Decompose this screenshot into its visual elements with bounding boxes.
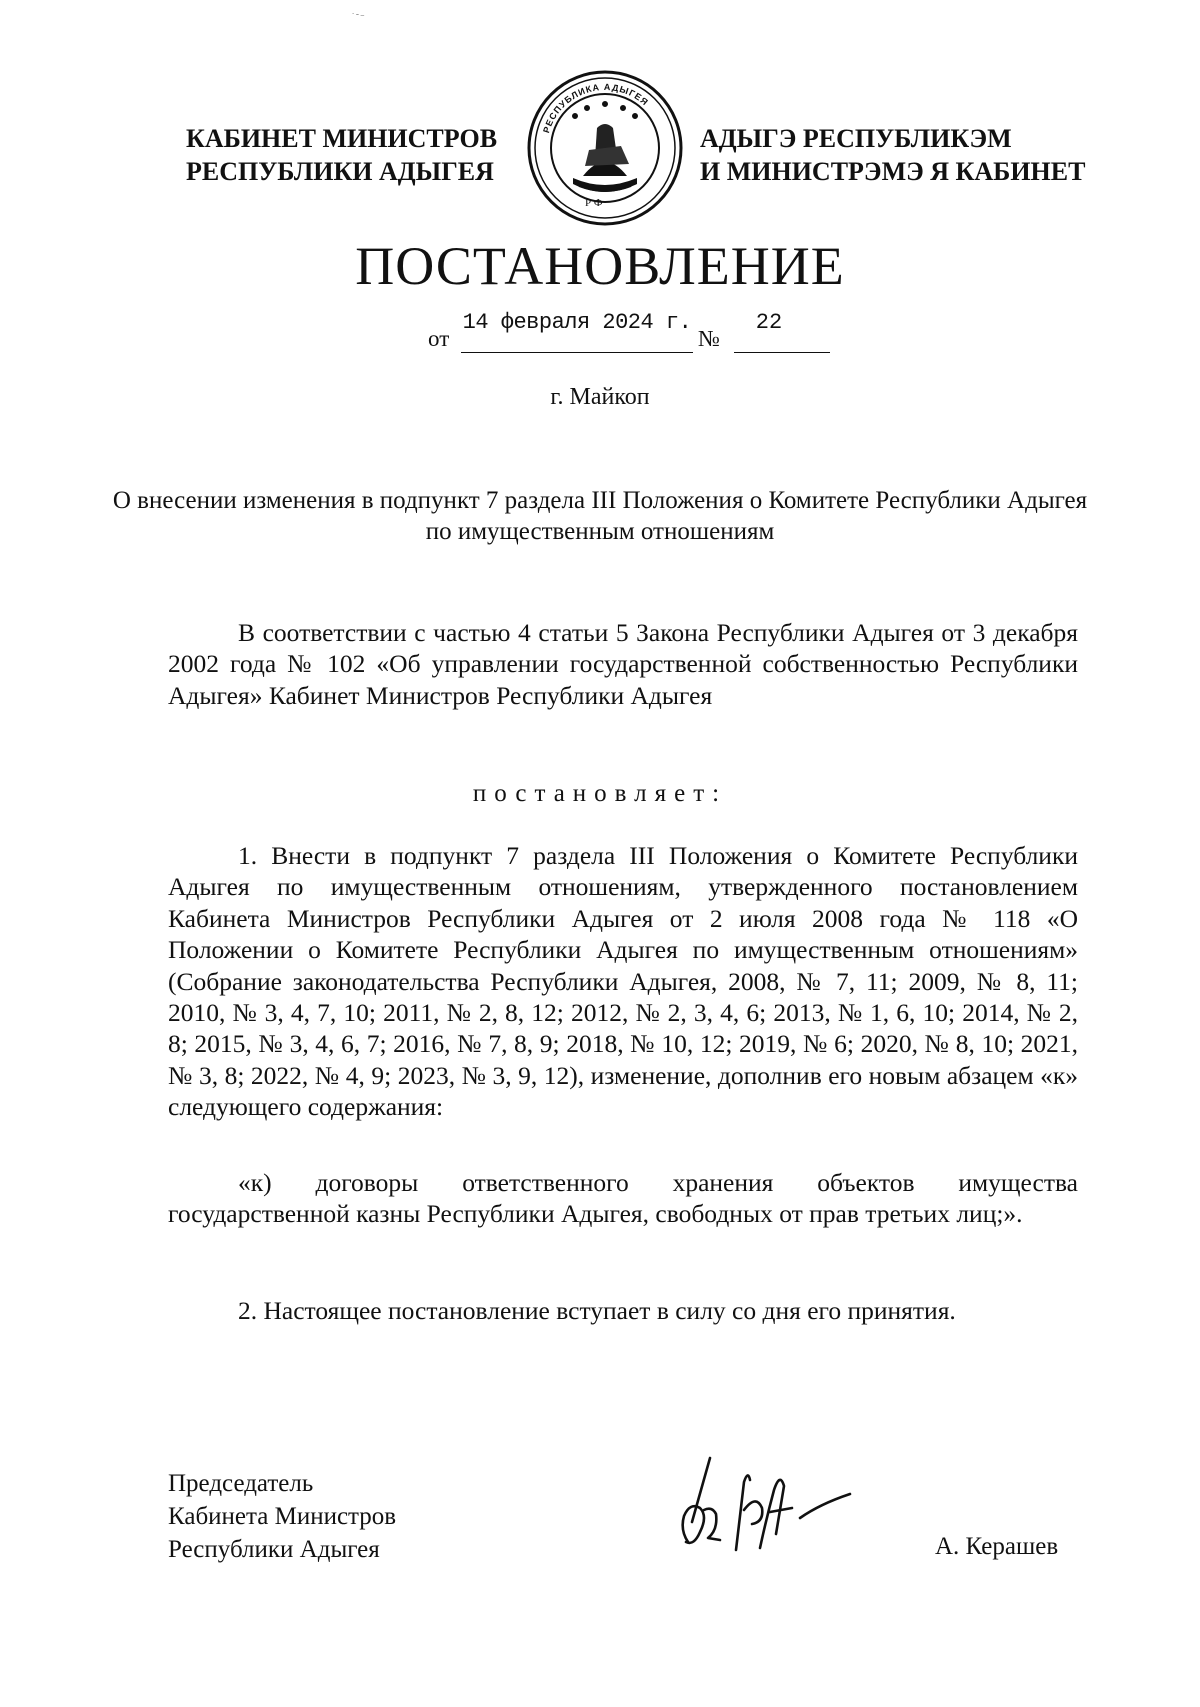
document-title: ПОСТАНОВЛЕНИЕ bbox=[355, 236, 845, 296]
handwritten-signature bbox=[670, 1450, 860, 1560]
number-prefix: № bbox=[698, 326, 720, 351]
clause-2 bbox=[168, 1295, 1078, 1326]
header-left-line-1: КАБИНЕТ МИНИСТРОВ bbox=[186, 124, 498, 153]
clause-1 bbox=[168, 840, 1078, 1123]
date-underline bbox=[461, 352, 693, 353]
header-right-line-1: АДЫГЭ РЕСПУБЛИКЭМ bbox=[700, 124, 1012, 153]
clause-1-text: 1. Внести в подпункт 7 раздела III Положения о Комитете Республики Адыгея по имущественным отношениям, утвержденного постановлением Кабинета Министров Республики Адыгея от 2 июля 2008 года № 118 «О Положении о Комитете Республики Адыгея по имущественным отношениям» (Собрание законодательства Республики Адыгея, 2008, № 7, 11; 2009, № 8, 11; 2010, № 3, 4, 7, 10; 2011, № 2, 8, 12; 2012, № 2, 3, 4, 6; 2013, № 1, 6, 10; 2014, № 2, 8; 2015, № 3, 4, 6, 7; 2016, № 7, 8, 9; 2018, № 10, 12; 2019, № 6; 2020, № 8, 10; 2021, № 3, 8; 2022, № 4, 9; 2023, № 3, 9, 12), изменение, дополнив его новым абзацем «к» следующего содержания: bbox=[168, 841, 1078, 1122]
clause-1-k bbox=[168, 1167, 1078, 1230]
scan-artifact: ˙ˉ⁻ bbox=[352, 12, 366, 22]
date-number-line bbox=[428, 308, 828, 358]
city: г. Майкоп bbox=[550, 384, 650, 410]
signatory-title-line-3: Республики Адыгея bbox=[168, 1536, 380, 1563]
clause-2-text: 2. Настоящее постановление вступает в силу со дня его принятия. bbox=[238, 1296, 956, 1325]
signatory-name: А. Керашев bbox=[935, 1533, 1059, 1560]
header-right-adyghe bbox=[700, 122, 1100, 188]
header-left-russian bbox=[186, 122, 506, 188]
signatory-title-line-1: Председатель bbox=[168, 1470, 314, 1497]
svg-text:Р Ф: Р Ф bbox=[585, 197, 603, 209]
header-left-line-2: РЕСПУБЛИКИ АДЫГЕЯ bbox=[186, 157, 494, 186]
date-prefix: от bbox=[428, 326, 450, 351]
clause-1-k-text: «к) договоры ответственного хранения объектов имущества государственной казны Республики Адыгея, свободных от прав третьих лиц;». bbox=[168, 1168, 1078, 1229]
resolves-heading: постановляет: bbox=[472, 780, 728, 807]
number-underline bbox=[734, 352, 830, 353]
coat-of-arms-icon bbox=[525, 68, 685, 228]
number-value: 22 bbox=[755, 310, 783, 335]
preamble-text: В соответствии с частью 4 статьи 5 Закона Республики Адыгея от 3 декабря 2002 года № 102 «Об управлении государственной собственностью Республики Адыгея» Кабинет Министров Республики Адыгея bbox=[168, 618, 1078, 710]
document-subject: О внесении изменения в подпункт 7 раздела III Положения о Комитете Республики Адыгея по имущественным отношениям bbox=[112, 487, 1088, 545]
signatory-title bbox=[168, 1467, 396, 1566]
preamble bbox=[168, 617, 1078, 711]
header-right-line-2: И МИНИСТРЭМЭ Я КАБИНЕТ bbox=[700, 157, 1086, 186]
date-value: 14 февраля 2024 г. bbox=[462, 310, 692, 335]
signatory-title-line-2: Кабинета Министров bbox=[168, 1503, 397, 1530]
emblem-ring-text: РЕСПУБЛИКА АДЫГЕЯ bbox=[541, 81, 651, 135]
